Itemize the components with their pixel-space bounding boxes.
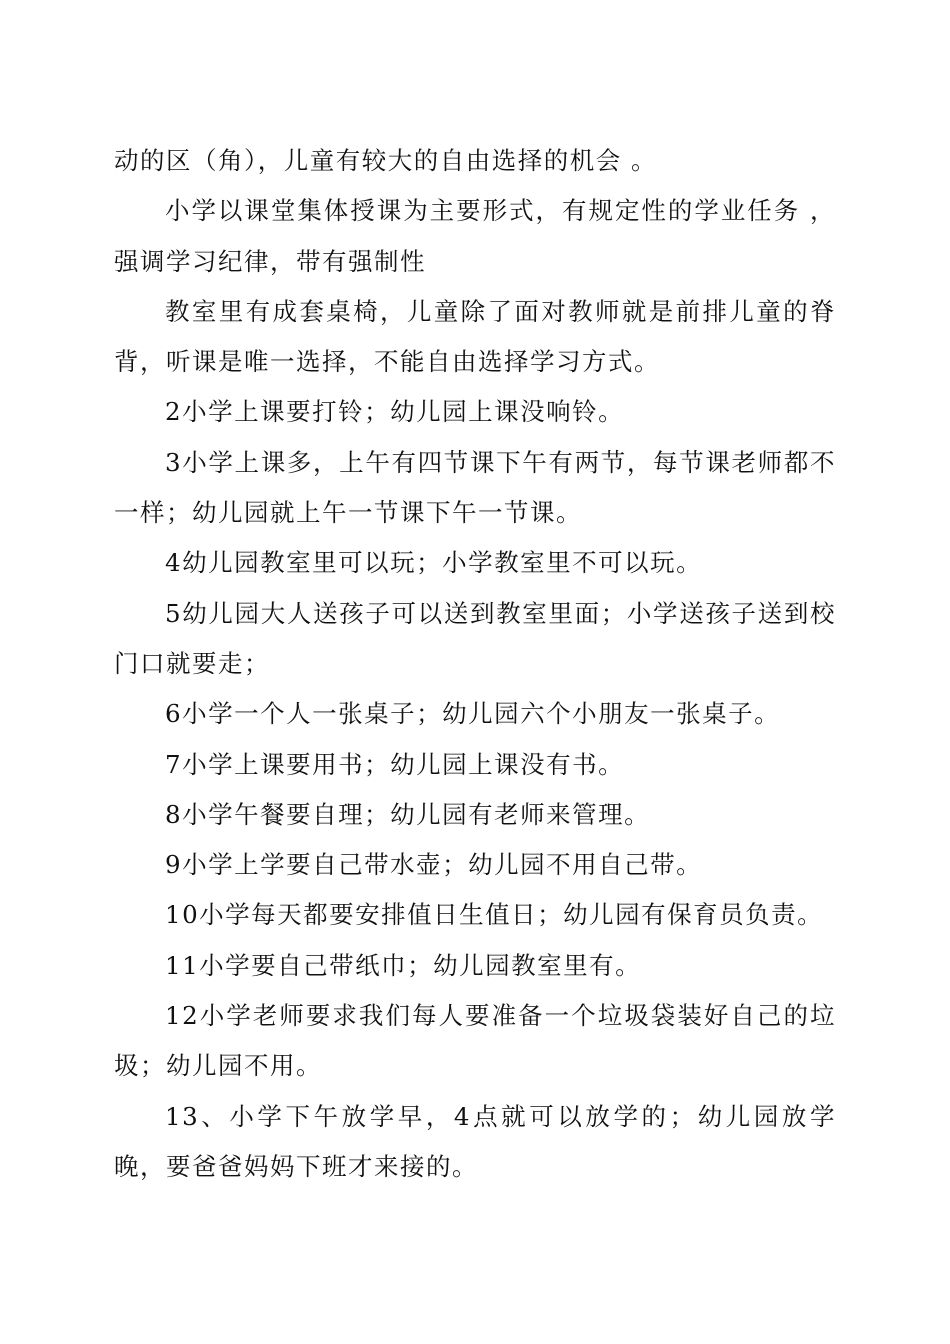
paragraph-7: 5幼儿园大人送孩子可以送到教室里面；小学送孩子送到校门口就要走； — [114, 598, 836, 678]
paragraph-8: 6小学一个人一张桌子；幼儿园六个小朋友一张桌子。 — [165, 699, 781, 729]
paragraph-2: 小学以课堂集体授课为主要形式，有规定性的学业任务 ，强调学习纪律，带有强制性 — [114, 196, 836, 276]
paragraph-1: 动的区（角），儿童有较大的自由选择的机会 。 — [114, 146, 658, 175]
paragraph-10: 8小学午餐要自理；幼儿园有老师来管理。 — [165, 799, 651, 829]
paragraph-9: 7小学上课要用书；幼儿园上课没有书。 — [165, 749, 625, 779]
paragraph-5: 3小学上课多，上午有四节课下午有两节，每节课老师都不一样；幼儿园就上午一节课下午一节课。 — [114, 447, 836, 528]
paragraph-3: 教室里有成套桌椅，儿童除了面对教师就是前排儿童的脊背，听课是唯一选择，不能自由选择学习方式。 — [114, 296, 836, 377]
paragraph-14: 12小学老师要求我们每人要准备一个垃圾袋装好自己的垃圾；幼儿园不用。 — [114, 1001, 836, 1081]
paragraph-12: 10小学每天都要安排值日生值日；幼儿园有保育员负责。 — [165, 900, 824, 930]
paragraph-13: 11小学要自己带纸巾；幼儿园教室里有。 — [165, 950, 642, 980]
document-body — [114, 136, 836, 1192]
paragraph-15: 13、小学下午放学早，4点就可以放学的；幼儿园放学晚，要爸爸妈妈下班才来接的。 — [114, 1101, 836, 1181]
paragraph-4: 2小学上课要打铃；幼儿园上课没响铃。 — [165, 397, 625, 427]
paragraph-6: 4幼儿园教室里可以玩；小学教室里不可以玩。 — [165, 548, 703, 578]
paragraph-11: 9小学上学要自己带水壶；幼儿园不用自己带。 — [165, 850, 703, 880]
